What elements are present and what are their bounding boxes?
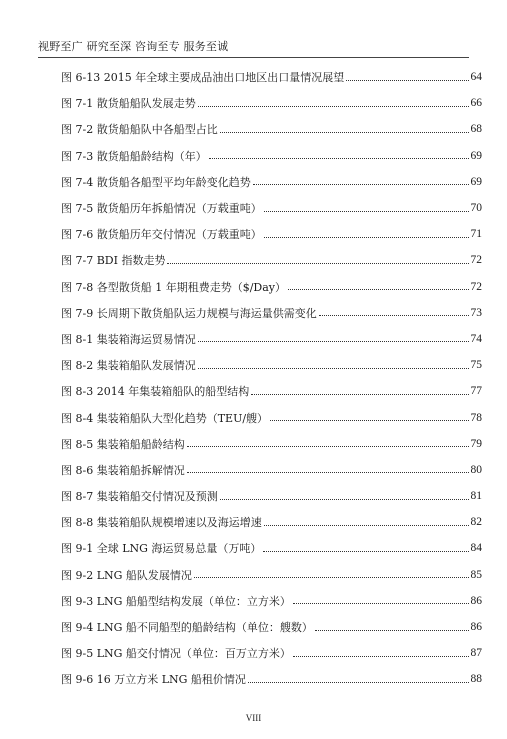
toc-entry-page: 88: [470, 673, 482, 686]
toc-entry[interactable]: [61, 640, 482, 666]
toc-entry-page: 72: [470, 254, 482, 267]
toc-entry[interactable]: [61, 195, 482, 221]
dot-leader: [288, 289, 469, 290]
toc-entry-page: 75: [470, 359, 482, 372]
toc-entry-title: 图 9-6 16 万立方米 LNG 船租价情况: [61, 673, 246, 687]
toc-entry-page: 69: [470, 175, 482, 188]
toc-entry-page: 84: [470, 542, 482, 555]
toc-entry-title: 图 7-2 散货船船队中各船型占比: [61, 123, 218, 137]
dot-leader: [315, 630, 469, 631]
toc-entry[interactable]: [61, 509, 482, 535]
toc-entry[interactable]: [61, 666, 482, 692]
toc-entry-page: 73: [470, 306, 482, 319]
toc-entry[interactable]: [61, 352, 482, 378]
toc-entry-page: 78: [470, 411, 482, 424]
dot-leader: [220, 499, 469, 500]
toc-entry[interactable]: [61, 326, 482, 352]
toc-entry-page: 68: [470, 123, 482, 136]
toc-entry-title: 图 8-3 2014 年集装箱船队的船型结构: [61, 385, 250, 399]
toc-entry-page: 85: [470, 568, 482, 581]
toc-entry-page: 82: [470, 516, 482, 529]
table-of-figures: [61, 64, 482, 693]
toc-entry-page: 72: [470, 280, 482, 293]
toc-entry[interactable]: [61, 535, 482, 561]
toc-entry-page: 64: [470, 71, 482, 84]
dot-leader: [167, 263, 468, 264]
toc-entry-page: 80: [470, 463, 482, 476]
toc-entry-title: 图 7-9 长周期下散货船队运力规模与海运量供需变化: [61, 306, 317, 320]
toc-entry[interactable]: [61, 143, 482, 169]
toc-entry-page: 86: [470, 594, 482, 607]
toc-entry-page: 86: [470, 621, 482, 634]
toc-entry[interactable]: [61, 169, 482, 195]
dot-leader: [270, 420, 468, 421]
toc-entry[interactable]: [61, 90, 482, 116]
dot-leader: [264, 237, 469, 238]
toc-entry-page: 70: [470, 202, 482, 215]
dot-leader: [198, 368, 469, 369]
toc-entry-title: 图 7-4 散货船各船型平均年龄变化趋势: [61, 175, 251, 189]
toc-entry-title: 图 9-5 LNG 船交付情况（单位：百万立方米）: [61, 647, 291, 661]
toc-entry-page: 71: [470, 228, 482, 241]
dot-leader: [187, 472, 469, 473]
toc-entry-page: 81: [470, 490, 482, 503]
toc-entry-title: 图 7-8 各型散货船 1 年期租费走势（$/Day）: [61, 280, 286, 294]
toc-entry[interactable]: [61, 221, 482, 247]
dot-leader: [220, 132, 469, 133]
toc-entry-title: 图 8-5 集装箱船船龄结构: [61, 437, 185, 451]
running-header: 视野至广 研究至深 咨询至专 服务至诚: [38, 40, 229, 53]
toc-entry-title: 图 9-1 全球 LNG 海运贸易总量（万吨）: [61, 542, 262, 556]
header-rule: [38, 57, 469, 58]
dot-leader: [264, 211, 469, 212]
dot-leader: [251, 394, 468, 395]
dot-leader: [263, 551, 468, 552]
dot-leader: [346, 80, 468, 81]
toc-entry-page: 74: [470, 332, 482, 345]
toc-entry[interactable]: [61, 614, 482, 640]
dot-leader: [253, 184, 469, 185]
toc-entry-page: 79: [470, 437, 482, 450]
toc-entry[interactable]: [61, 116, 482, 142]
toc-entry-title: 图 7-7 BDI 指数走势: [61, 254, 166, 268]
toc-entry-title: 图 8-8 集装箱船队规模增速以及海运增速: [61, 516, 262, 530]
toc-entry-title: 图 8-4 集装箱船队大型化趋势（TEU/艘）: [61, 411, 269, 425]
toc-entry-title: 图 9-3 LNG 船船型结构发展（单位：立方米）: [61, 594, 291, 608]
dot-leader: [209, 158, 469, 159]
toc-entry[interactable]: [61, 483, 482, 509]
toc-entry[interactable]: [61, 274, 482, 300]
dot-leader: [264, 525, 469, 526]
toc-entry-title: 图 9-2 LNG 船队发展情况: [61, 568, 192, 582]
toc-entry-page: 87: [470, 647, 482, 660]
dot-leader: [248, 682, 469, 683]
toc-entry-page: 66: [470, 97, 482, 110]
toc-entry-title: 图 7-1 散货船船队发展走势: [61, 97, 196, 111]
dot-leader: [319, 315, 469, 316]
toc-entry[interactable]: [61, 457, 482, 483]
dot-leader: [198, 341, 469, 342]
toc-entry-title: 图 8-1 集装箱海运贸易情况: [61, 332, 196, 346]
toc-entry[interactable]: [61, 404, 482, 430]
dot-leader: [187, 446, 469, 447]
toc-entry[interactable]: [61, 562, 482, 588]
toc-entry-title: 图 8-6 集装箱船拆解情况: [61, 463, 185, 477]
dot-leader: [293, 656, 469, 657]
dot-leader: [194, 577, 469, 578]
page-number: VIII: [245, 713, 262, 723]
toc-entry[interactable]: [61, 247, 482, 273]
toc-entry[interactable]: [61, 588, 482, 614]
toc-entry[interactable]: [61, 64, 482, 90]
toc-entry-title: 图 8-2 集装箱船队发展情况: [61, 359, 196, 373]
toc-entry[interactable]: [61, 378, 482, 404]
toc-entry-page: 69: [470, 149, 482, 162]
toc-entry-title: 图 8-7 集装箱船交付情况及预测: [61, 490, 218, 504]
toc-entry-title: 图 6-13 2015 年全球主要成品油出口地区出口量情况展望: [61, 71, 345, 85]
toc-entry-title: 图 7-6 散货船历年交付情况（万载重吨）: [61, 228, 262, 242]
toc-entry-title: 图 7-5 散货船历年拆船情况（万载重吨）: [61, 202, 262, 216]
toc-entry[interactable]: [61, 300, 482, 326]
toc-entry-title: 图 7-3 散货船船龄结构（年）: [61, 149, 207, 163]
toc-entry[interactable]: [61, 431, 482, 457]
dot-leader: [293, 603, 469, 604]
dot-leader: [198, 106, 469, 107]
toc-entry-title: 图 9-4 LNG 船不同船型的船龄结构（单位：艘数）: [61, 621, 313, 635]
toc-entry-page: 77: [470, 385, 482, 398]
